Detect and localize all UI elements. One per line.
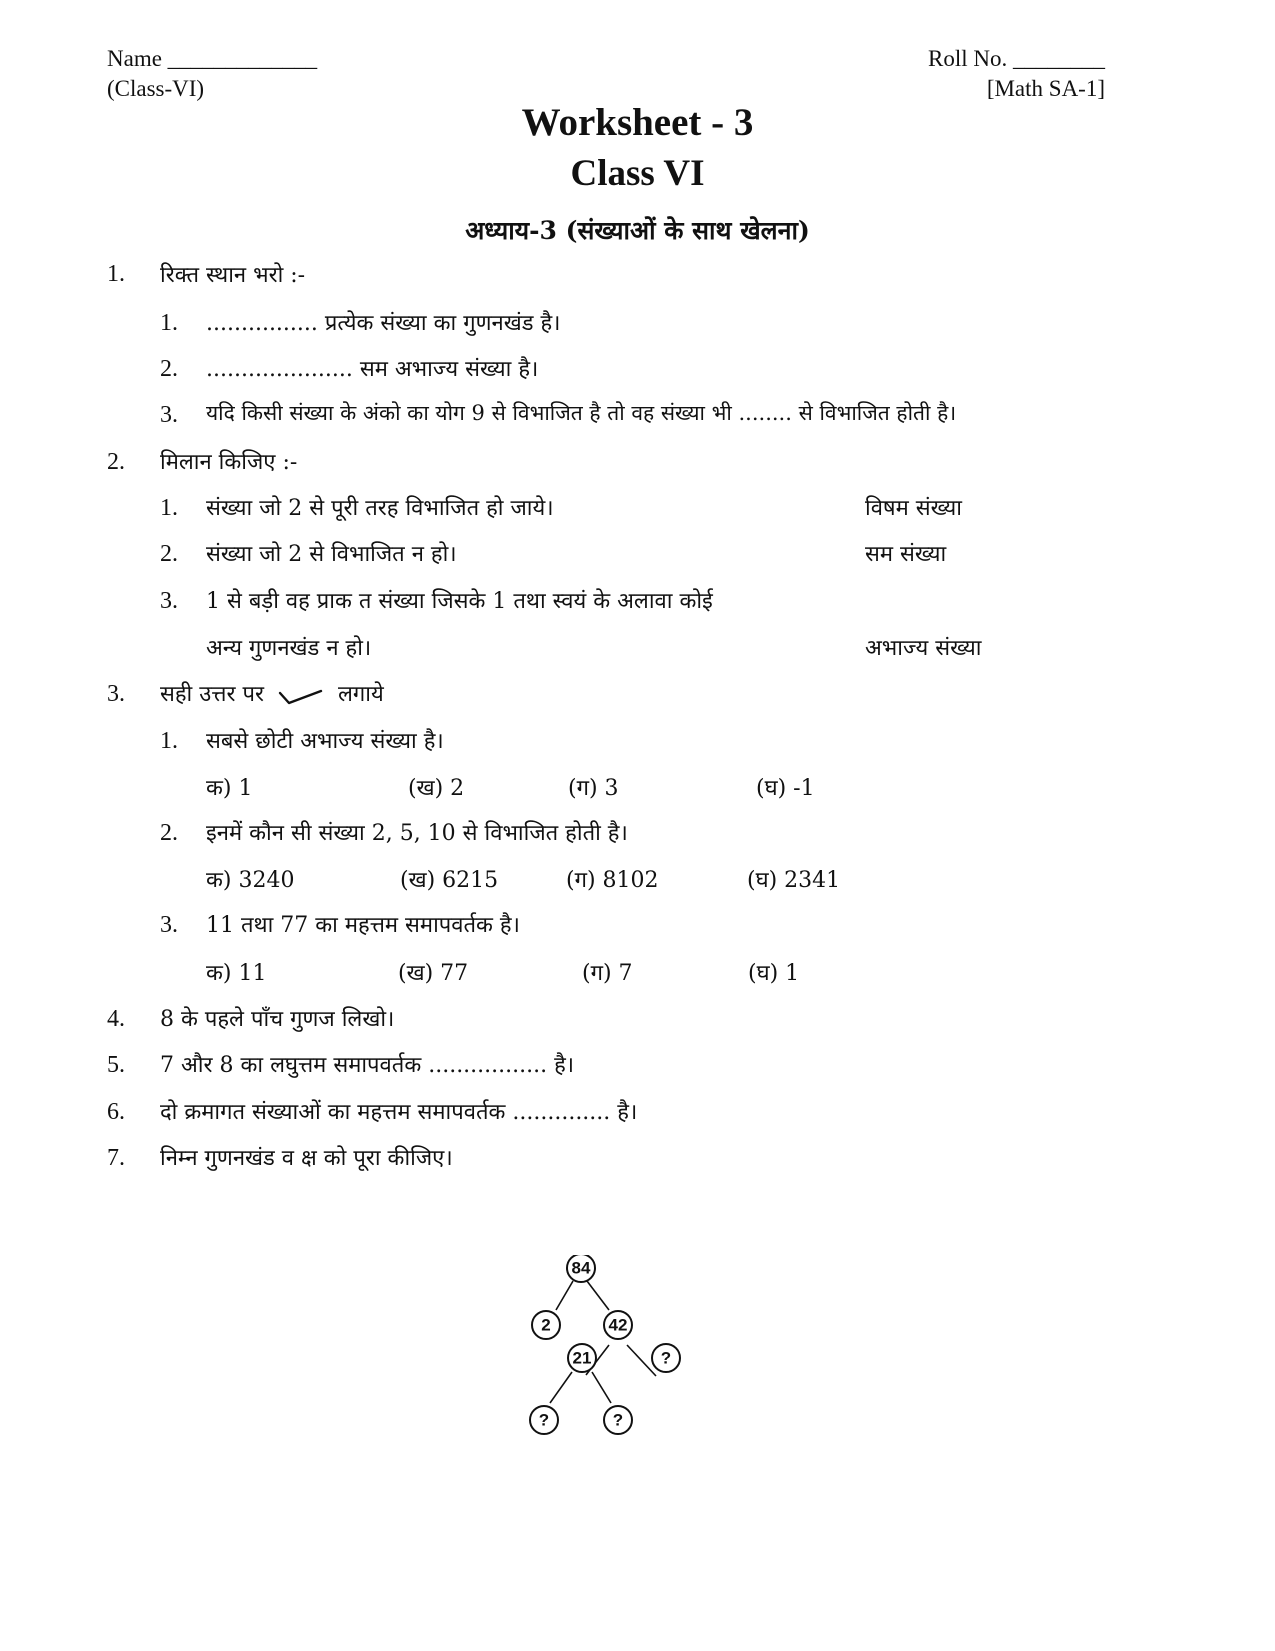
svg-text:?: ? [612, 1410, 624, 1430]
match-option: विषम संख्या [865, 496, 962, 521]
question-text [160, 678, 384, 708]
option-d[interactable]: (घ) 2341 [747, 868, 841, 893]
tree-node [532, 1311, 560, 1339]
subject-label: [Math SA-1] [986, 76, 1105, 101]
sub-question-number: 1. [160, 310, 178, 336]
question-text: रिक्त स्थान भरो :- [160, 263, 306, 288]
option-b[interactable]: (ख) 6215 [400, 868, 499, 893]
sub-question-number: 2. [160, 820, 178, 846]
sub-question-number: 2. [160, 356, 178, 382]
sub-question-text: सबसे छोटी अभाज्य संख्या है। [206, 729, 444, 754]
class-label: (Class-VI) [107, 76, 205, 101]
question-number: 6. [107, 1099, 125, 1125]
sub-question-number: 1. [160, 728, 178, 754]
sub-question-text: 1 से बड़ी वह प्राक त संख्या जिसके 1 तथा स्वयं के अलावा कोई [206, 589, 713, 614]
match-option: अभाज्य संख्या [865, 636, 982, 661]
question-text: 8 के पहले पाँच गुणज लिखो। [160, 1007, 395, 1032]
question-number: 2. [107, 449, 125, 475]
sub-question-text: संख्या जो 2 से पूरी तरह विभाजित हो जाये। [206, 496, 554, 521]
option-a[interactable]: क) 11 [206, 961, 267, 986]
svg-text:21: 21 [572, 1348, 592, 1368]
tree-node [604, 1311, 632, 1339]
sub-question-text: 11 तथा 77 का महत्तम समापवर्तक है। [206, 913, 520, 938]
class-title: Class VI [570, 153, 705, 194]
option-d[interactable]: (घ) -1 [756, 776, 815, 801]
question-number: 1. [107, 261, 125, 287]
sub-question-text: ..................... सम अभाज्य संख्या है। [206, 357, 539, 382]
option-b[interactable]: (ख) 77 [398, 961, 469, 986]
question-text: मिलान किजिए :- [160, 450, 298, 475]
question-text-before: सही उत्तर पर [160, 682, 264, 707]
svg-text:2: 2 [541, 1315, 551, 1335]
option-a[interactable]: क) 3240 [206, 868, 295, 893]
svg-text:?: ? [660, 1348, 672, 1368]
question-text: दो क्रमागत संख्याओं का महत्तम समापवर्तक .............. है। [160, 1100, 638, 1125]
sub-question-text-continued: अन्य गुणनखंड न हो। [206, 636, 372, 661]
option-c[interactable]: (ग) 7 [582, 961, 633, 986]
sub-question-number: 3. [160, 402, 178, 428]
tick-mark-icon [277, 684, 325, 706]
svg-text:?: ? [538, 1410, 550, 1430]
option-c[interactable]: (ग) 3 [568, 776, 619, 801]
roll-number-label: Roll No. ________ [928, 46, 1105, 71]
factor-tree [520, 1255, 700, 1455]
sub-question-number: 3. [160, 588, 178, 614]
sub-question-text: संख्या जो 2 से विभाजित न हो। [206, 542, 457, 567]
option-c[interactable]: (ग) 8102 [566, 868, 659, 893]
question-text: निम्न गुणनखंड व क्ष को पूरा कीजिए। [160, 1146, 453, 1171]
tree-node [567, 1255, 595, 1282]
sub-question-number: 1. [160, 495, 178, 521]
sub-question-text: यदि किसी संख्या के अंको का योग 9 से विभाजित है तो वह संख्या भी ........ से विभाजित होती है। [206, 401, 957, 425]
question-text-after: लगाये [338, 682, 384, 707]
tree-node-unknown [604, 1406, 632, 1434]
chapter-title: अध्याय-3 (संख्याओं के साथ खेलना) [465, 216, 810, 245]
match-option: सम संख्या [865, 542, 947, 567]
question-number: 4. [107, 1006, 125, 1032]
option-d[interactable]: (घ) 1 [748, 961, 800, 986]
option-a[interactable]: क) 1 [206, 776, 253, 801]
question-number: 3. [107, 681, 125, 707]
svg-text:42: 42 [608, 1315, 628, 1335]
sub-question-text: इनमें कौन सी संख्या 2, 5, 10 से विभाजित होती है। [206, 821, 628, 846]
question-number: 7. [107, 1145, 125, 1171]
tree-node-unknown [652, 1344, 680, 1372]
sub-question-number: 3. [160, 912, 178, 938]
name-field-label: Name _____________ [107, 46, 318, 71]
question-number: 5. [107, 1052, 125, 1078]
svg-text:84: 84 [571, 1258, 591, 1278]
question-text: 7 और 8 का लघुत्तम समापवर्तक ................. है। [160, 1053, 575, 1078]
worksheet-title: Worksheet - 3 [521, 101, 754, 144]
sub-question-number: 2. [160, 541, 178, 567]
tree-node [568, 1344, 596, 1372]
sub-question-text: ................ प्रत्येक संख्या का गुणनखंड है। [206, 311, 561, 336]
tree-node-unknown [530, 1406, 558, 1434]
option-b[interactable]: (ख) 2 [408, 776, 465, 801]
